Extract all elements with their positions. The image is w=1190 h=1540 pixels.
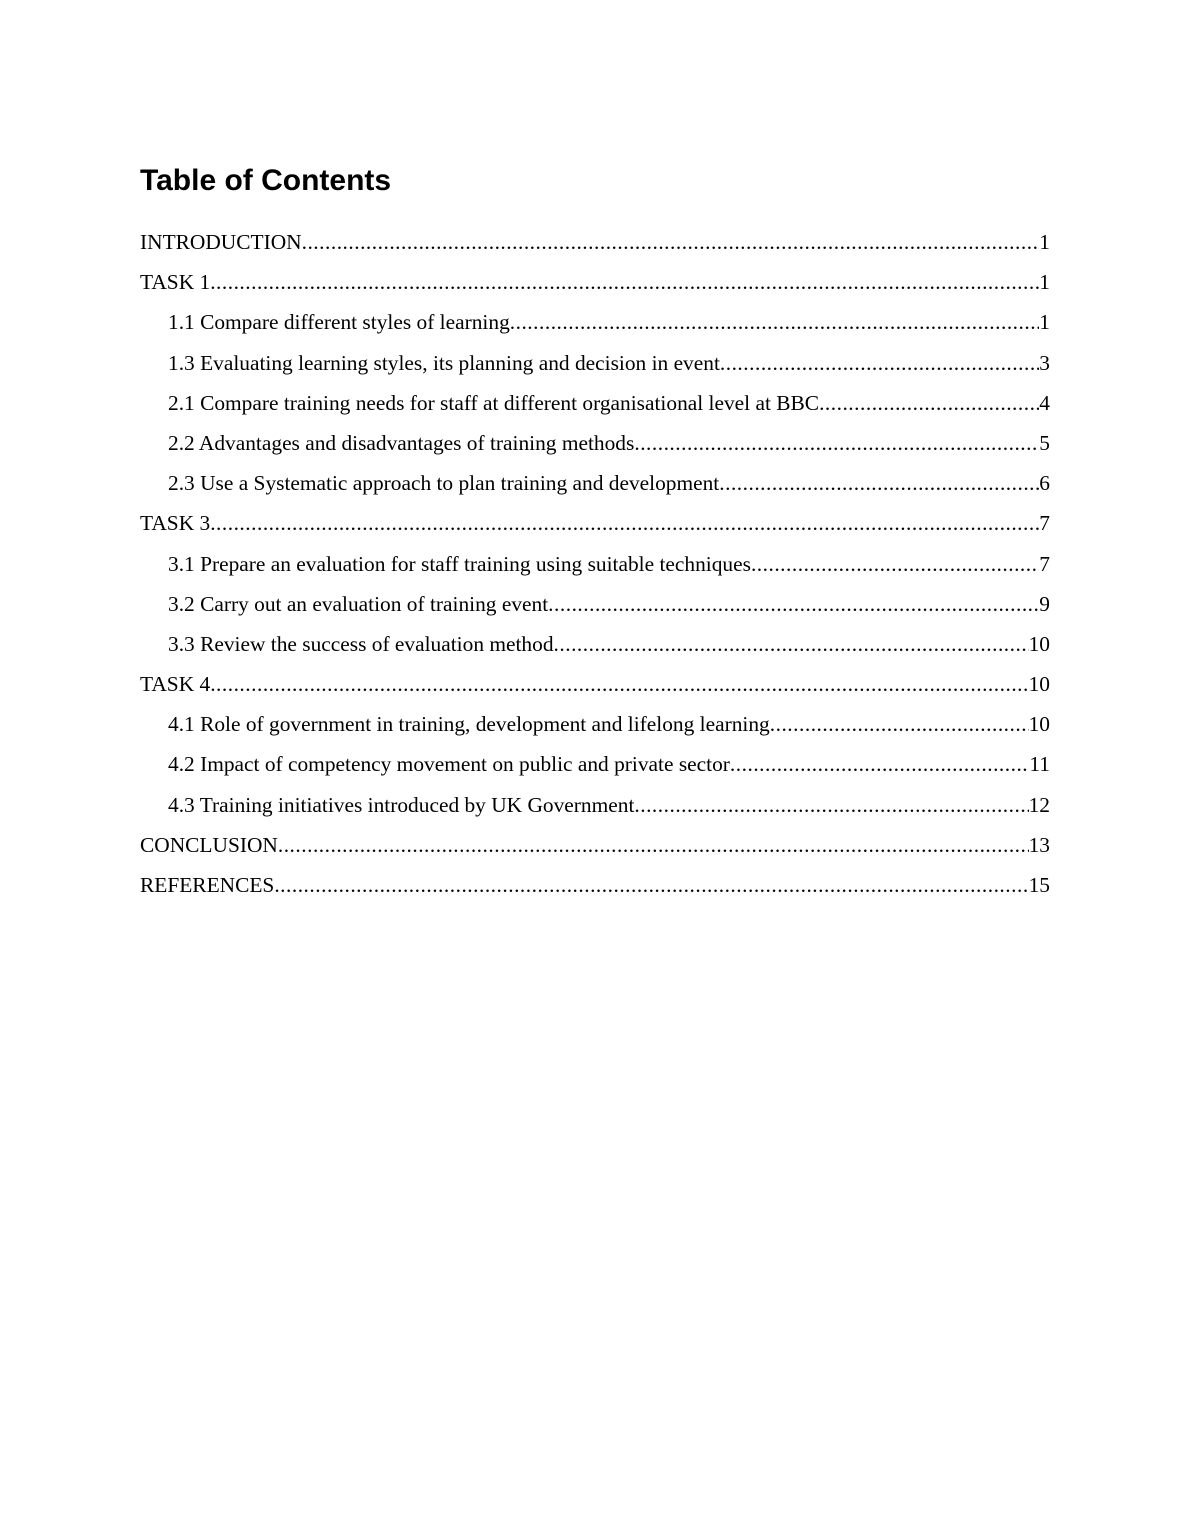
toc-entry-label: CONCLUSION — [140, 832, 278, 857]
toc-entry-page-number: 6 — [1039, 471, 1050, 496]
toc-entry-label: TASK 1 — [140, 270, 211, 295]
toc-entry-label: 3.2 Carry out an evaluation of training event — [168, 591, 549, 616]
toc-entry-label: 4.2 Impact of competency movement on public and private sector — [168, 752, 730, 777]
toc-entry[interactable] — [140, 744, 1050, 784]
toc-entry-label: REFERENCES — [140, 873, 275, 897]
dot-leader — [634, 785, 1028, 825]
page-title: Table of Contents — [140, 164, 392, 197]
toc-entry-label: 3.1 Prepare an evaluation for staff training using suitable techniques — [168, 551, 751, 576]
toc-entry-label: 1.1 Compare different styles of learning — [168, 310, 510, 335]
toc-entry-page-number: 10 — [1028, 631, 1050, 656]
dot-leader — [554, 624, 1029, 664]
toc-entry-label: INTRODUCTION — [140, 230, 302, 254]
dot-leader — [720, 343, 1039, 383]
toc-entry[interactable] — [140, 423, 1050, 463]
toc-entry-page-number: 9 — [1039, 591, 1050, 616]
toc-entry-page-number: 7 — [1039, 551, 1050, 576]
table-of-contents — [140, 222, 1050, 905]
toc-entry-page-number: 4 — [1039, 390, 1050, 415]
toc-entry[interactable] — [140, 222, 1050, 262]
toc-entry-page-number: 3 — [1039, 350, 1050, 375]
toc-entry-label: 3.3 Review the success of evaluation method — [168, 631, 554, 656]
toc-entry[interactable] — [140, 503, 1050, 543]
toc-entry-page-number: 11 — [1029, 752, 1050, 777]
toc-entry-page-number: 15 — [1028, 873, 1050, 897]
dot-leader — [274, 865, 1028, 905]
toc-entry-page-number: 1 — [1039, 230, 1050, 254]
dot-leader — [770, 704, 1029, 744]
dot-leader — [210, 262, 1039, 302]
toc-entry[interactable] — [140, 664, 1050, 704]
toc-entry-page-number: 5 — [1039, 430, 1050, 455]
toc-entry-page-number: 7 — [1039, 511, 1050, 536]
dot-leader — [819, 383, 1039, 423]
toc-entry-label: 2.2 Advantages and disadvantages of training methods — [168, 430, 635, 455]
dot-leader — [302, 222, 1040, 262]
toc-entry[interactable] — [140, 785, 1050, 825]
dot-leader — [210, 664, 1028, 704]
toc-entry[interactable] — [140, 624, 1050, 664]
toc-entry[interactable] — [140, 865, 1050, 905]
dot-leader — [510, 302, 1040, 342]
toc-entry[interactable] — [140, 825, 1050, 865]
toc-entry-page-number: 10 — [1028, 672, 1050, 697]
toc-entry[interactable] — [140, 463, 1050, 503]
toc-entry-page-number: 1 — [1039, 310, 1050, 335]
toc-entry-page-number: 1 — [1039, 270, 1050, 295]
toc-entry-label: 2.1 Compare training needs for staff at different organisational level at BBC — [168, 390, 820, 415]
dot-leader — [278, 825, 1029, 865]
toc-entry-label: TASK 4 — [140, 672, 211, 697]
toc-entry[interactable] — [140, 704, 1050, 744]
dot-leader — [751, 544, 1039, 584]
dot-leader — [634, 423, 1039, 463]
dot-leader — [730, 744, 1029, 784]
toc-entry[interactable] — [140, 584, 1050, 624]
toc-entry-label: 4.1 Role of government in training, development and lifelong learning — [168, 712, 770, 737]
toc-entry-label: TASK 3 — [140, 511, 211, 536]
toc-entry-page-number: 12 — [1028, 792, 1050, 817]
dot-leader — [719, 463, 1039, 503]
toc-entry[interactable] — [140, 302, 1050, 342]
toc-entry-page-number: 13 — [1028, 832, 1050, 857]
toc-entry-label: 1.3 Evaluating learning styles, its planning and decision in event — [168, 350, 720, 375]
toc-entry-label: 4.3 Training initiatives introduced by UK Government — [168, 792, 635, 817]
toc-entry-label: 2.3 Use a Systematic approach to plan training and development — [168, 471, 720, 496]
toc-entry[interactable] — [140, 262, 1050, 302]
toc-entry[interactable] — [140, 343, 1050, 383]
dot-leader — [210, 503, 1039, 543]
toc-entry-page-number: 10 — [1028, 712, 1050, 737]
toc-entry[interactable] — [140, 383, 1050, 423]
dot-leader — [548, 584, 1039, 624]
toc-entry[interactable] — [140, 544, 1050, 584]
